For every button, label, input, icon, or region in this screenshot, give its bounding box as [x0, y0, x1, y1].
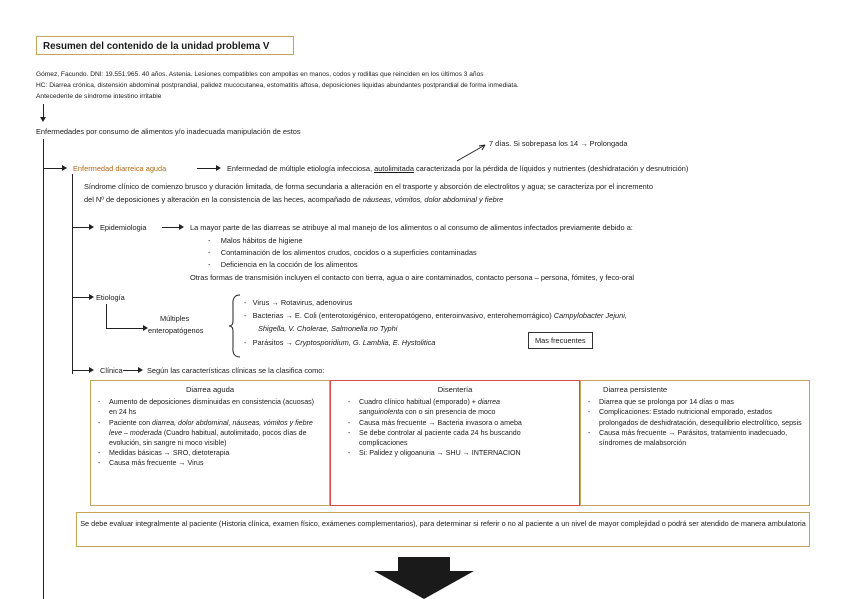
arrow-right-icon: [89, 294, 94, 300]
arrow-right-icon: [179, 224, 184, 230]
etiologia-parasites-italic: Cryptosporidium, G. Lamblia, E. Hystolitica: [294, 338, 436, 347]
arrow-down-icon: [40, 117, 46, 122]
duration-note: 7 días. Si sobrepasa los 14 → Prolongada: [489, 139, 628, 148]
syndrome-line-2: [84, 195, 503, 204]
sub-trunk-line: [72, 174, 73, 374]
column-item: - Medidas básicas → SRO, dietoterapia: [109, 448, 323, 458]
column-disenteria: [330, 380, 580, 506]
clinica-label: Clínica: [100, 366, 123, 375]
etiologia-label: Etiología: [96, 293, 125, 302]
column-diarrea-persistente: [580, 380, 810, 506]
section-title: Enfermedades por consumo de alimentos y/o inadecuada manipulación de estos: [36, 127, 301, 136]
column-item-italic: diarrea sanguinolenta: [359, 398, 500, 417]
eda-definition-part: Enfermedad de múltiple etiología infecciosa,: [227, 164, 375, 173]
column-item: - Complicaciones: Estado nutricional emporado, estados prolongados de deshidratación, desequilibrio electrolítico, sepsis: [599, 407, 803, 427]
column-title: Diarrea persistente: [603, 385, 668, 394]
connector-line: [123, 370, 139, 371]
etiologia-parasites-text: Parásitos →: [252, 338, 295, 347]
column-item-text: con o sin presencia de moco: [403, 408, 496, 417]
arrow-right-icon: [138, 367, 143, 373]
eda-definition-underlined: autolimitada: [374, 164, 414, 173]
patient-info-line-3: Antecedente de síndrome intestino irritable: [36, 93, 162, 100]
eda-label: Enfermedad diarreica aguda: [73, 164, 167, 173]
column-item: - Causa más frecuente → Virus: [109, 458, 323, 468]
multiple-enteropathogens-1: Múltiples: [160, 314, 190, 323]
epidemiologia-item: - Contaminación de los alimentos crudos, cocidos o a superficies contaminadas: [208, 248, 477, 257]
main-trunk-line: [43, 139, 44, 599]
etiologia-bacteria-cont: [258, 324, 397, 333]
eda-definition: [227, 164, 688, 173]
etiologia-virus-text: Virus → Rotavirus, adenovirus: [252, 298, 353, 307]
epidemiologia-item: - Malos hábitos de higiene: [208, 236, 303, 245]
syndrome-text: del Nº de deposiciones y alteración en la consistencia de las heces, acompañado de: [84, 195, 363, 204]
eda-definition-part: caracterizada por la pérdida de líquidos y nutrientes (deshidratación y desnutrición): [413, 164, 689, 173]
connector-line: [72, 297, 90, 298]
epidemiologia-other: Otras formas de transmisión incluyen el contacto con tierra, agua o aire contaminados, contacto persona – persona, fómites, y feco-oral: [190, 273, 635, 282]
etiologia-virus: - Virus → Rotavirus, adenovirus: [244, 298, 353, 307]
connector-line: [72, 370, 90, 371]
multiple-enteropathogens-2: enteropatógenos: [148, 326, 204, 335]
etiologia-parasites: - Parásitos → Cryptosporidium, G. Lamblia, E. Hystolitica: [244, 338, 436, 347]
column-item: - Diarrea que se prolonga por 14 días o mas: [599, 397, 803, 407]
frequent-box: Mas frecuentes: [528, 332, 593, 349]
column-item-italic: diarrea, dolor abdominal, náuseas, vómitos y fiebre leve – moderada: [109, 418, 313, 437]
epidemiologia-intro: La mayor parte de las diarreas se atribuye al mal manejo de los alimentos o al consumo de alimentos infectados previamente debido a:: [190, 223, 633, 232]
column-item-text: (Cuadro habitual, autolimitado, pocos días de evolución, sin sangre ni moco visible): [109, 428, 307, 448]
column-item: - Aumento de deposiciones disminuidas en consistencia (acuosas) en 24 hs: [109, 397, 323, 417]
epidemiologia-item-text: Deficiencia en la cocción de los alimentos: [220, 260, 358, 269]
clinica-text: Según las características clínicas se la clasifica como:: [147, 366, 325, 375]
column-item: [359, 397, 535, 417]
column-diarrea-aguda: [90, 380, 330, 506]
column-item-text: Cuadro clínico habitual (emporado) +: [359, 398, 478, 407]
column-item: - Se debe controlar al paciente cada 24 hs buscando complicaciones: [359, 428, 535, 448]
column-title: Diarrea aguda: [185, 385, 235, 394]
connector-line: [106, 304, 107, 328]
column-item: - Causa más frecuente → Bacteria invasora o ameba: [359, 418, 535, 428]
column-title: Disentería: [437, 385, 473, 394]
arrow-right-icon: [216, 165, 221, 171]
syndrome-symptoms: náuseas, vómitos, dolor abdominal y fiebre: [362, 195, 504, 204]
column-item: - Causa más frecuente → Parásitos, tratamiento inadecuado, síndromes de malabsorción: [599, 428, 803, 448]
arrow-right-icon: [62, 165, 67, 171]
connector-line: [106, 328, 144, 329]
column-item: [109, 418, 323, 449]
etiologia-bacteria-text: Bacterias → E. Coli (enterotoxigénico, enteropatógeno, enteroinvasivo, enterohemorrágico): [252, 311, 554, 320]
connector-line: [43, 168, 63, 169]
epidemiologia-item-text: Contaminación de los alimentos crudos, cocidos o a superficies contaminadas: [220, 248, 477, 257]
etiologia-bacteria-italic: Campylobacter Jejuni,: [553, 311, 627, 320]
column-item: - Si: Palidez y oligoanuria → SHU → INTERNACION: [359, 448, 535, 458]
column-item-text: Paciente con: [109, 418, 152, 427]
connector-line: [72, 227, 90, 228]
bottom-note: Se debe evaluar integralmente al paciente (Historia clínica, examen físico, exámenes complementarios), para determinar si referir o no al paciente a un nivel de mayor complejidad o podrá ser atendido de manera ambulatoria: [76, 512, 810, 547]
epidemiologia-item-text: Malos hábitos de higiene: [220, 236, 303, 245]
patient-info-line-1: Gómez, Facundo. DNI: 19.551.965. 40 años. Astenia. Lesiones compatibles con ampollas en manos, codos y rodillas que reinciden en los últimos 3 años: [36, 71, 484, 78]
epidemiologia-item: - Deficiencia en la cocción de los alimentos: [208, 260, 358, 269]
brace-icon: [228, 293, 242, 359]
page-title: Resumen del contenido de la unidad problema V: [36, 36, 294, 55]
big-arrow-down-icon: [374, 557, 474, 599]
arrow-right-icon: [89, 224, 94, 230]
connector-line: [43, 104, 44, 118]
arrow-right-icon: [89, 367, 94, 373]
epidemiologia-label: Epidemiologia: [100, 223, 147, 232]
patient-info-line-2: HC: Diarrea crónica, distensión abdominal postprandial, palidez mucocutanea, estomatitis aftosa, deposiciones liquidas abundantes postprandial de forma inmediata.: [36, 82, 519, 89]
connector-line: [197, 168, 217, 169]
syndrome-line-1: Síndrome clínico de comienzo brusco y duración limitada, de forma secundaria a alteración en el trasporte y absorción de electrolitos y agua; se caracteriza por el incremento: [84, 182, 653, 191]
etiologia-bacteria: - Bacterias → E. Coli (enterotoxigénico, enteropatógeno, enteroinvasivo, enterohemorrágico) Campylobacter Jejuni,: [244, 311, 627, 320]
etiologia-bacteria-italic: Shigella, V. Cholerae, Salmonella no Typhi: [258, 324, 398, 333]
connector-line: [162, 227, 180, 228]
